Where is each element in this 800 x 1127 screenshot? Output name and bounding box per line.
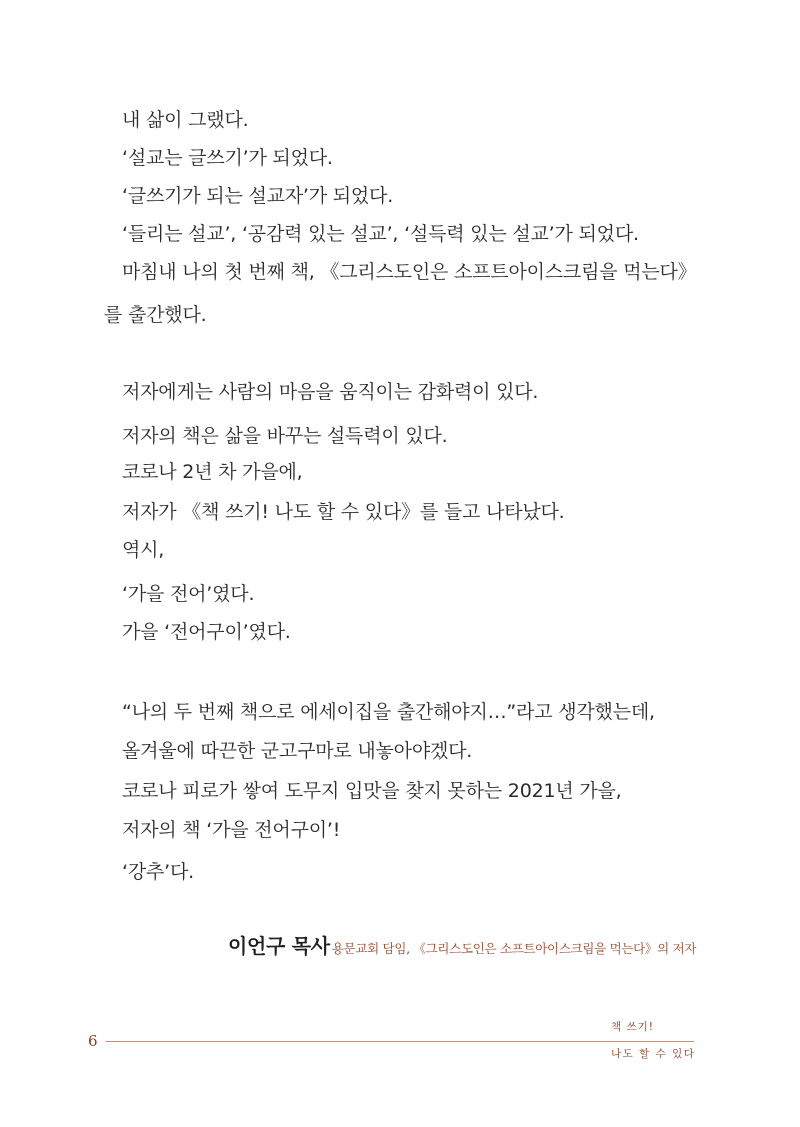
endorser-signature <box>228 930 696 959</box>
text-line: 마침내 나의 첫 번째 책, 《그리스도인은 소프트아이스크림을 먹는다》 <box>122 261 697 283</box>
text-line: “나의 두 번째 책으로 에세이집을 출간해야지…”라고 생각했는데, <box>122 701 655 723</box>
text-line: 올겨울에 따끈한 군고구마로 내놓아야겠다. <box>122 740 473 762</box>
text-line: 저자가 《책 쓰기! 나도 할 수 있다》를 들고 나타났다. <box>122 501 565 523</box>
text-line: 저자의 책은 삶을 바꾸는 설득력이 있다. <box>122 425 448 447</box>
endorser-name: 이언구 목사 <box>228 934 330 958</box>
text-line: ‘강추’다. <box>122 861 194 883</box>
text-line: 코로나 피로가 쌓여 도무지 입맛을 찾지 못하는 2021년 가을, <box>122 780 622 802</box>
text-line: 저자에게는 사람의 마음을 움직이는 감화력이 있다. <box>122 381 539 403</box>
text-line: ‘설교는 글쓰기’가 되었다. <box>122 147 333 169</box>
text-line: 코로나 2년 차 가을에, <box>122 461 303 483</box>
text-line: ‘글쓰기가 되는 설교자’가 되었다. <box>122 185 394 207</box>
text-line: ‘들리는 설교’, ‘공감력 있는 설교’, ‘설득력 있는 설교’가 되었다. <box>122 223 639 245</box>
text-line: 내 삶이 그랬다. <box>122 109 249 131</box>
text-line: ‘가을 전어’였다. <box>122 583 255 605</box>
footer-divider <box>106 1041 694 1042</box>
page-number: 6 <box>88 1032 98 1050</box>
running-title-line2: 나도 할 수 있다 <box>611 1048 696 1060</box>
text-line: 를 출간했다. <box>104 304 207 326</box>
text-line: 가을 ‘전어구이’였다. <box>122 621 291 643</box>
text-line: 저자의 책 ‘가을 전어구이’! <box>122 819 341 841</box>
endorser-role: 용문교회 담임, 《그리스도인은 소프트아이스크림을 먹는다》의 저자 <box>331 941 697 956</box>
running-title-line1: 책 쓰기! <box>611 1021 654 1033</box>
text-line: 역시, <box>122 539 165 561</box>
